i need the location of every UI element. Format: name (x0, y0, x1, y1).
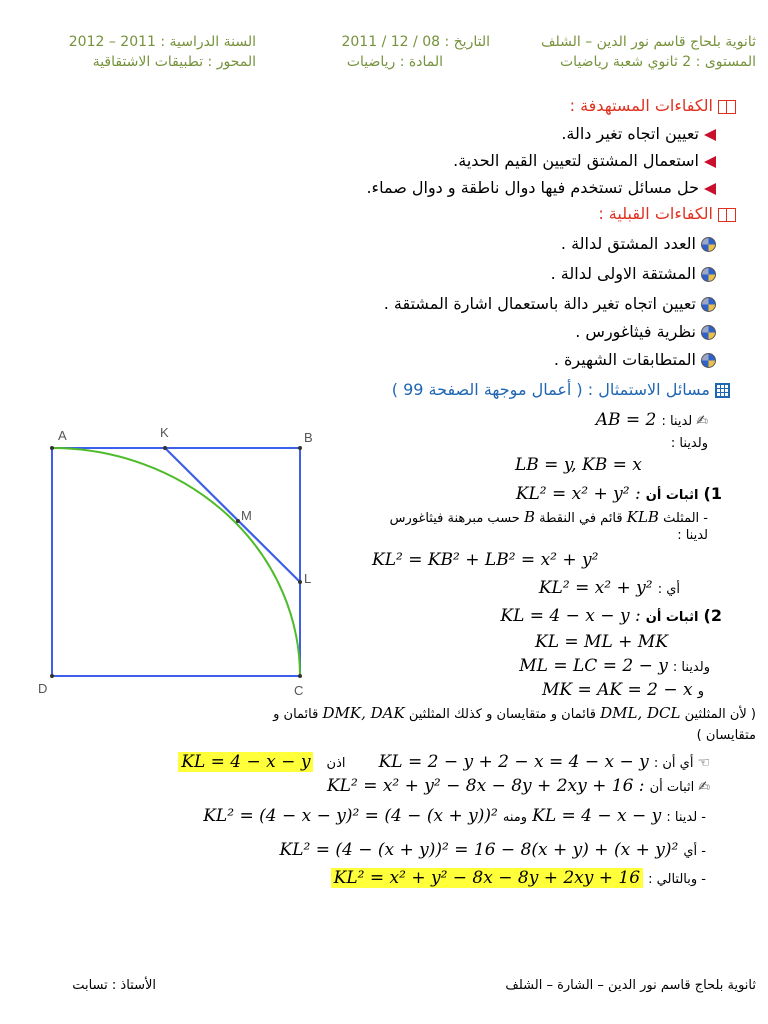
problems-title: مسائل الاستمثال : ( أعمال موجهة الصفحة 99 ) (392, 380, 730, 399)
q2-highlight: KL = 4 − x − y (178, 752, 313, 772)
q1-pythagoras-line: - المثلث KLB قائم في النقطة B حسب مبرهنة فيثاغورس (389, 508, 708, 526)
question-3: ✍اثبات أن KL² = x² + y² − 8x − 8y + 2xy + 16 : (326, 776, 710, 796)
label-a: A (58, 428, 67, 443)
label-l: L (304, 571, 312, 586)
header-level: المستوى : 2 ثانوي شعبة رياضيات (560, 54, 756, 70)
quarter-arc (52, 448, 300, 676)
point-c (298, 674, 302, 678)
point-l (298, 580, 302, 584)
point-b (298, 446, 302, 450)
q2-equation-1: KL = ML + MK (535, 632, 668, 652)
square-abcd (52, 448, 300, 676)
ball-bullet-icon (701, 267, 716, 282)
target-skill-item: استعمال المشتق لتعيين القيم الحدية. (453, 151, 716, 170)
header-date: التاريخ : 08 / 12 / 2011 (341, 34, 490, 50)
prior-skill-item: المشتقة الاولى لدالة . (551, 264, 716, 283)
given-2-label: ولدينا : (670, 436, 708, 451)
question-1: 1) اثبات أن KL² = x² + y² : (515, 484, 722, 504)
ball-bullet-icon (701, 297, 716, 312)
q2-reason-line: ( لأن المثلثين DML, DCL قائمان و متقايسان و كذلك المثلثين DMK, DAK قائمان و (273, 704, 756, 722)
label-b: B (304, 430, 313, 445)
grid-icon (715, 383, 730, 398)
ball-bullet-icon (701, 237, 716, 252)
geometry-figure (30, 420, 320, 705)
pencil-icon: ✍ (696, 413, 708, 429)
target-skill-item: تعيين اتجاه تغير دالة. (561, 124, 716, 143)
book-icon (718, 100, 736, 114)
q2-equation-3: و MK = AK = 2 − x (541, 680, 704, 700)
q3-line-2: - أي KL² = (4 − (x + y))² = 16 − 8(x + y) + (x + y)² (279, 840, 706, 860)
point-d (50, 674, 54, 678)
q2-conclusion: ☜أي أن : KL = 2 − y + 2 − x = 4 − x − y اذن KL = 4 − x − y (178, 752, 710, 772)
triangle-bullet-icon (704, 183, 716, 195)
triangle-bullet-icon (704, 129, 716, 141)
q2-reason-end: متقايسان ) (696, 728, 756, 743)
ball-bullet-icon (701, 353, 716, 368)
pencil-icon: ✍ (698, 779, 710, 795)
q1-given-label: لدينا : (677, 528, 708, 543)
point-m (236, 519, 240, 523)
q3-highlight: KL² = x² + y² − 8x − 8y + 2xy + 16 (331, 868, 643, 888)
given-2-math: LB = y, KB = x (515, 455, 642, 475)
hand-pointer-icon: ☜ (697, 755, 710, 771)
q1-equation-1: KL² = KB² + LB² = x² + y² (372, 550, 599, 570)
header-axis: المحور : تطبيقات الاشتقاقية (92, 54, 256, 70)
ball-bullet-icon (701, 325, 716, 340)
footer-school: ثانوية بلحاج قاسم نور الدين – الشارة – الشلف (505, 978, 756, 993)
q3-line-3: - وبالتالي : KL² = x² + y² − 8x − 8y + 2xy + 16 (331, 868, 706, 888)
label-c: C (294, 683, 304, 698)
prior-skills-title: الكفاءات القبلية : (598, 204, 736, 223)
point-a (50, 446, 54, 450)
point-k (163, 446, 167, 450)
segment-kl (165, 448, 300, 582)
given-1: ✍لدينا : AB = 2 (595, 410, 708, 430)
footer-teacher: الأستاذ : تسابت (72, 978, 156, 993)
label-m: M (241, 508, 252, 523)
label-k: K (160, 425, 169, 440)
header-subject: المادة : رياضيات (346, 54, 443, 70)
book-icon (718, 208, 736, 222)
prior-skill-item: نظرية فيثاغورس . (575, 322, 716, 341)
label-d: D (38, 681, 48, 696)
prior-skill-item: العدد المشتق لدالة . (561, 234, 716, 253)
q1-equation-2: أي : KL² = x² + y² (538, 578, 680, 598)
question-2: 2) اثبات أن KL = 4 − x − y : (500, 606, 722, 626)
target-skills-title: الكفاءات المستهدفة : (570, 96, 736, 115)
prior-skill-item: تعيين اتجاه تغير دالة باستعمال اشارة المشتقة . (384, 294, 716, 313)
triangle-bullet-icon (704, 156, 716, 168)
target-skill-item: حل مسائل تستخدم فيها دوال ناطقة و دوال صماء. (366, 178, 716, 197)
q3-line-1: - لدينا : KL = 4 − x − y ومنه KL² = (4 − x − y)² = (4 − (x + y))² (203, 806, 706, 826)
prior-skill-item: المتطابقات الشهيرة . (554, 350, 716, 369)
q2-equation-2: ولدينا : ML = LC = 2 − y (519, 656, 710, 676)
header-year: السنة الدراسية : 2011 – 2012 (68, 34, 256, 50)
header-school: ثانوية بلحاج قاسم نور الدين – الشلف (541, 34, 756, 50)
